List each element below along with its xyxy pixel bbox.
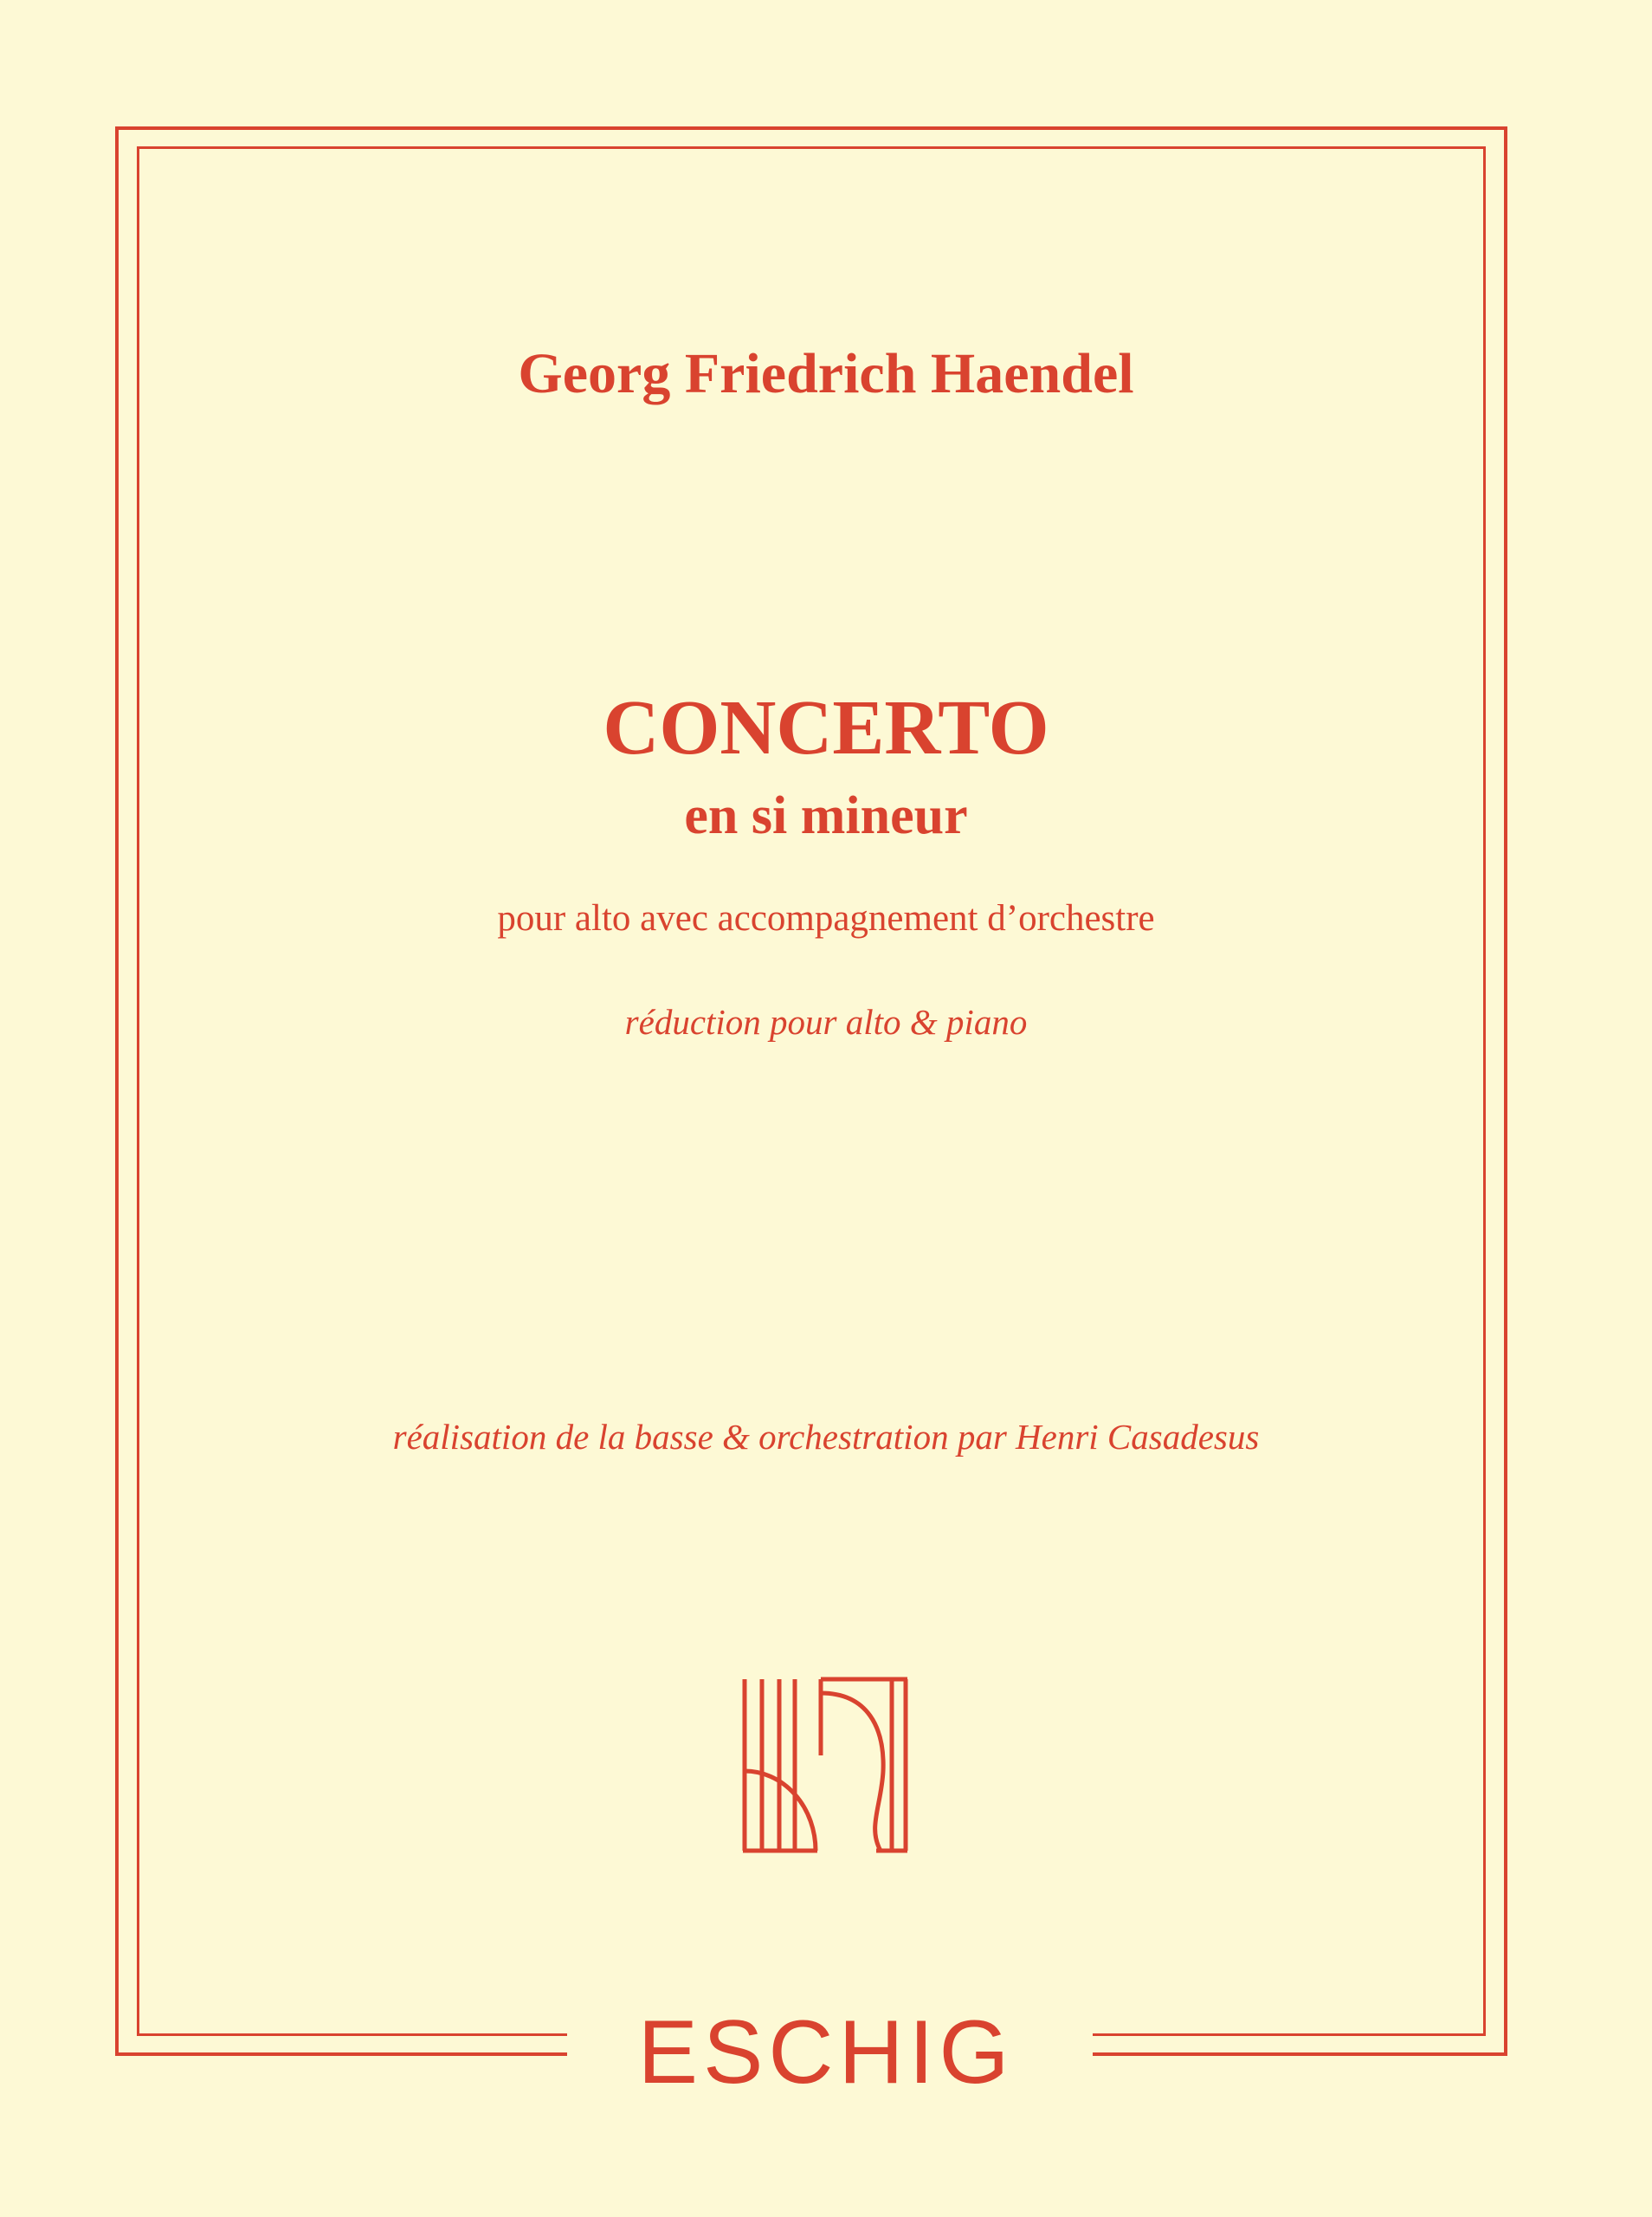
frame-outer-left	[115, 126, 119, 2056]
instrumentation-line: pour alto avec accompagnement d’orchestre	[497, 898, 1155, 939]
eschig-logo-icon	[738, 1676, 911, 1862]
arranger-credit: réalisation de la basse & orchestration par Henri Casadesus	[392, 1417, 1260, 1457]
publisher-name: ESCHIG	[637, 2002, 1015, 2103]
frame-inner-right	[1483, 146, 1486, 2036]
frame-outer-top	[115, 126, 1507, 130]
work-key: en si mineur	[684, 786, 968, 845]
frame-inner-left	[137, 146, 139, 2036]
frame-outer-right	[1504, 126, 1507, 2056]
reduction-line: réduction pour alto & piano	[624, 1002, 1028, 1042]
work-title: CONCERTO	[603, 685, 1049, 771]
composer-name: Georg Friedrich Haendel	[518, 342, 1134, 405]
frame-inner-top	[137, 146, 1486, 149]
